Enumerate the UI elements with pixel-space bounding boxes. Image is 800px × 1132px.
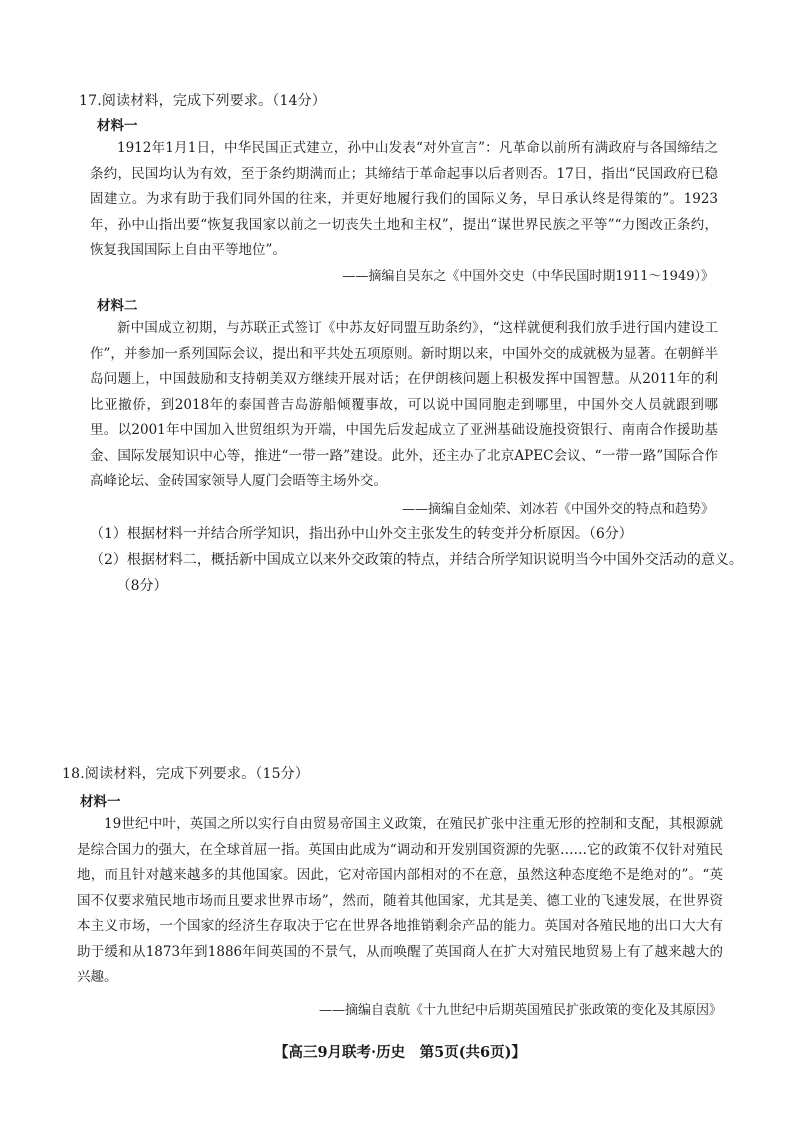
q17-question-2: （2）根据材料二，概括新中国成立以来外交政策的特点，并结合所学知识说明当今中国外交活动的意义。（8分）	[90, 552, 743, 594]
page-footer: 【高三9月联考·历史 第5页(共6页)】	[273, 1044, 527, 1061]
q17-material2-text: 新中国成立初期，与苏联正式签订《中苏友好同盟互助条约》，“这样就便利我们放手进行国内建设工作”，并参加一系列国际会议，提出和平共处五项原则。新时期以来，中国外交的成就极为显著。在朝鲜半岛问题上，中国鼓励和支持朝美双方继续开展对话；在伊朗核问题上积极发挥中国智慧。从2011年的利比亚撤侨，到2018年的泰国普吉岛游船倾覆事故，可以说中国同胞走到哪里，中国外交人员就跟到哪里。以2001年中国加入世贸组织为开端，中国先后发起成立了亚洲基础设施投资银行、南南合作援助基金、国际发展知识中心等，推进“一带一路”建设。此外，还主办了北京APEC会议、“一带一路”国际合作高峰论坛、金砖国家领导人厦门会晤等主场外交。	[90, 320, 718, 489]
q17-material2-label: 材料二	[97, 298, 138, 314]
q18-material1-text: 19世纪中叶，英国之所以实行自由贸易帝国主义政策，在殖民扩张中注重无形的控制和支配，其根源就是综合国力的强大，在全球首屈一指。英国由此成为“调动和开发别国资源的先驱……它的政策不仅针对殖民地，而且针对越来越多的其他国家。因此，它对帝国内部相对的不在意，虽然这种态度绝不是绝对的”。“英国不仅要求殖民地市场而且要求世界市场”，然而，随着其他国家，尤其是美、德工业的飞速发展，在世界资本主义市场，一个国家的经济生存取决于它在世界各地推销剩余产品的能力。英国对各殖民地的出口大大有助于缓和从1873年到1886年间英国的不景气，从而唤醒了英国商人在扩大对殖民地贸易上有了越来越大的兴趣。	[77, 816, 723, 985]
question-17-title: 17.阅读材料，完成下列要求。（14分）	[79, 93, 327, 109]
q17-material1-text: 1912年1月1日，中华民国正式建立，孙中山发表“对外宣言”：凡革命以前所有满政府与各国缔结之条约，民国均认为有效，至于条约期满而止；其缔结于革命起事以后者则否。17日，指出“民国政府已稳固建立。为求有助于我们同外国的往来，并更好地履行我们的国际义务，早日承认终是得策的”。1923年，孙中山指出要“恢复我国家以前之一切丧失土地和主权”，提出“谋世界民族之平等”“力图改正条约，恢复我国国际上自由平等地位”。	[90, 140, 718, 258]
q17-material1-label: 材料一	[97, 118, 138, 134]
q17-material2-source: ——摘编自金灿荣、刘冰若《中国外交的特点和趋势》	[401, 502, 714, 517]
q18-material1-label: 材料一	[80, 794, 121, 810]
q17-question-1: （1）根据材料一并结合所学知识，指出孙中山外交主张发生的转变并分析原因。（6分）	[90, 526, 633, 542]
question-18-title: 18.阅读材料，完成下列要求。（15分）	[62, 766, 310, 782]
q18-material1-source: ——摘编自袁航《十九世纪中后期英国殖民扩张政策的变化及其原因》	[318, 1003, 722, 1018]
q17-material1-source: ——摘编自吴东之《中国外交史（中华民国时期1911～1949）》	[342, 269, 714, 284]
